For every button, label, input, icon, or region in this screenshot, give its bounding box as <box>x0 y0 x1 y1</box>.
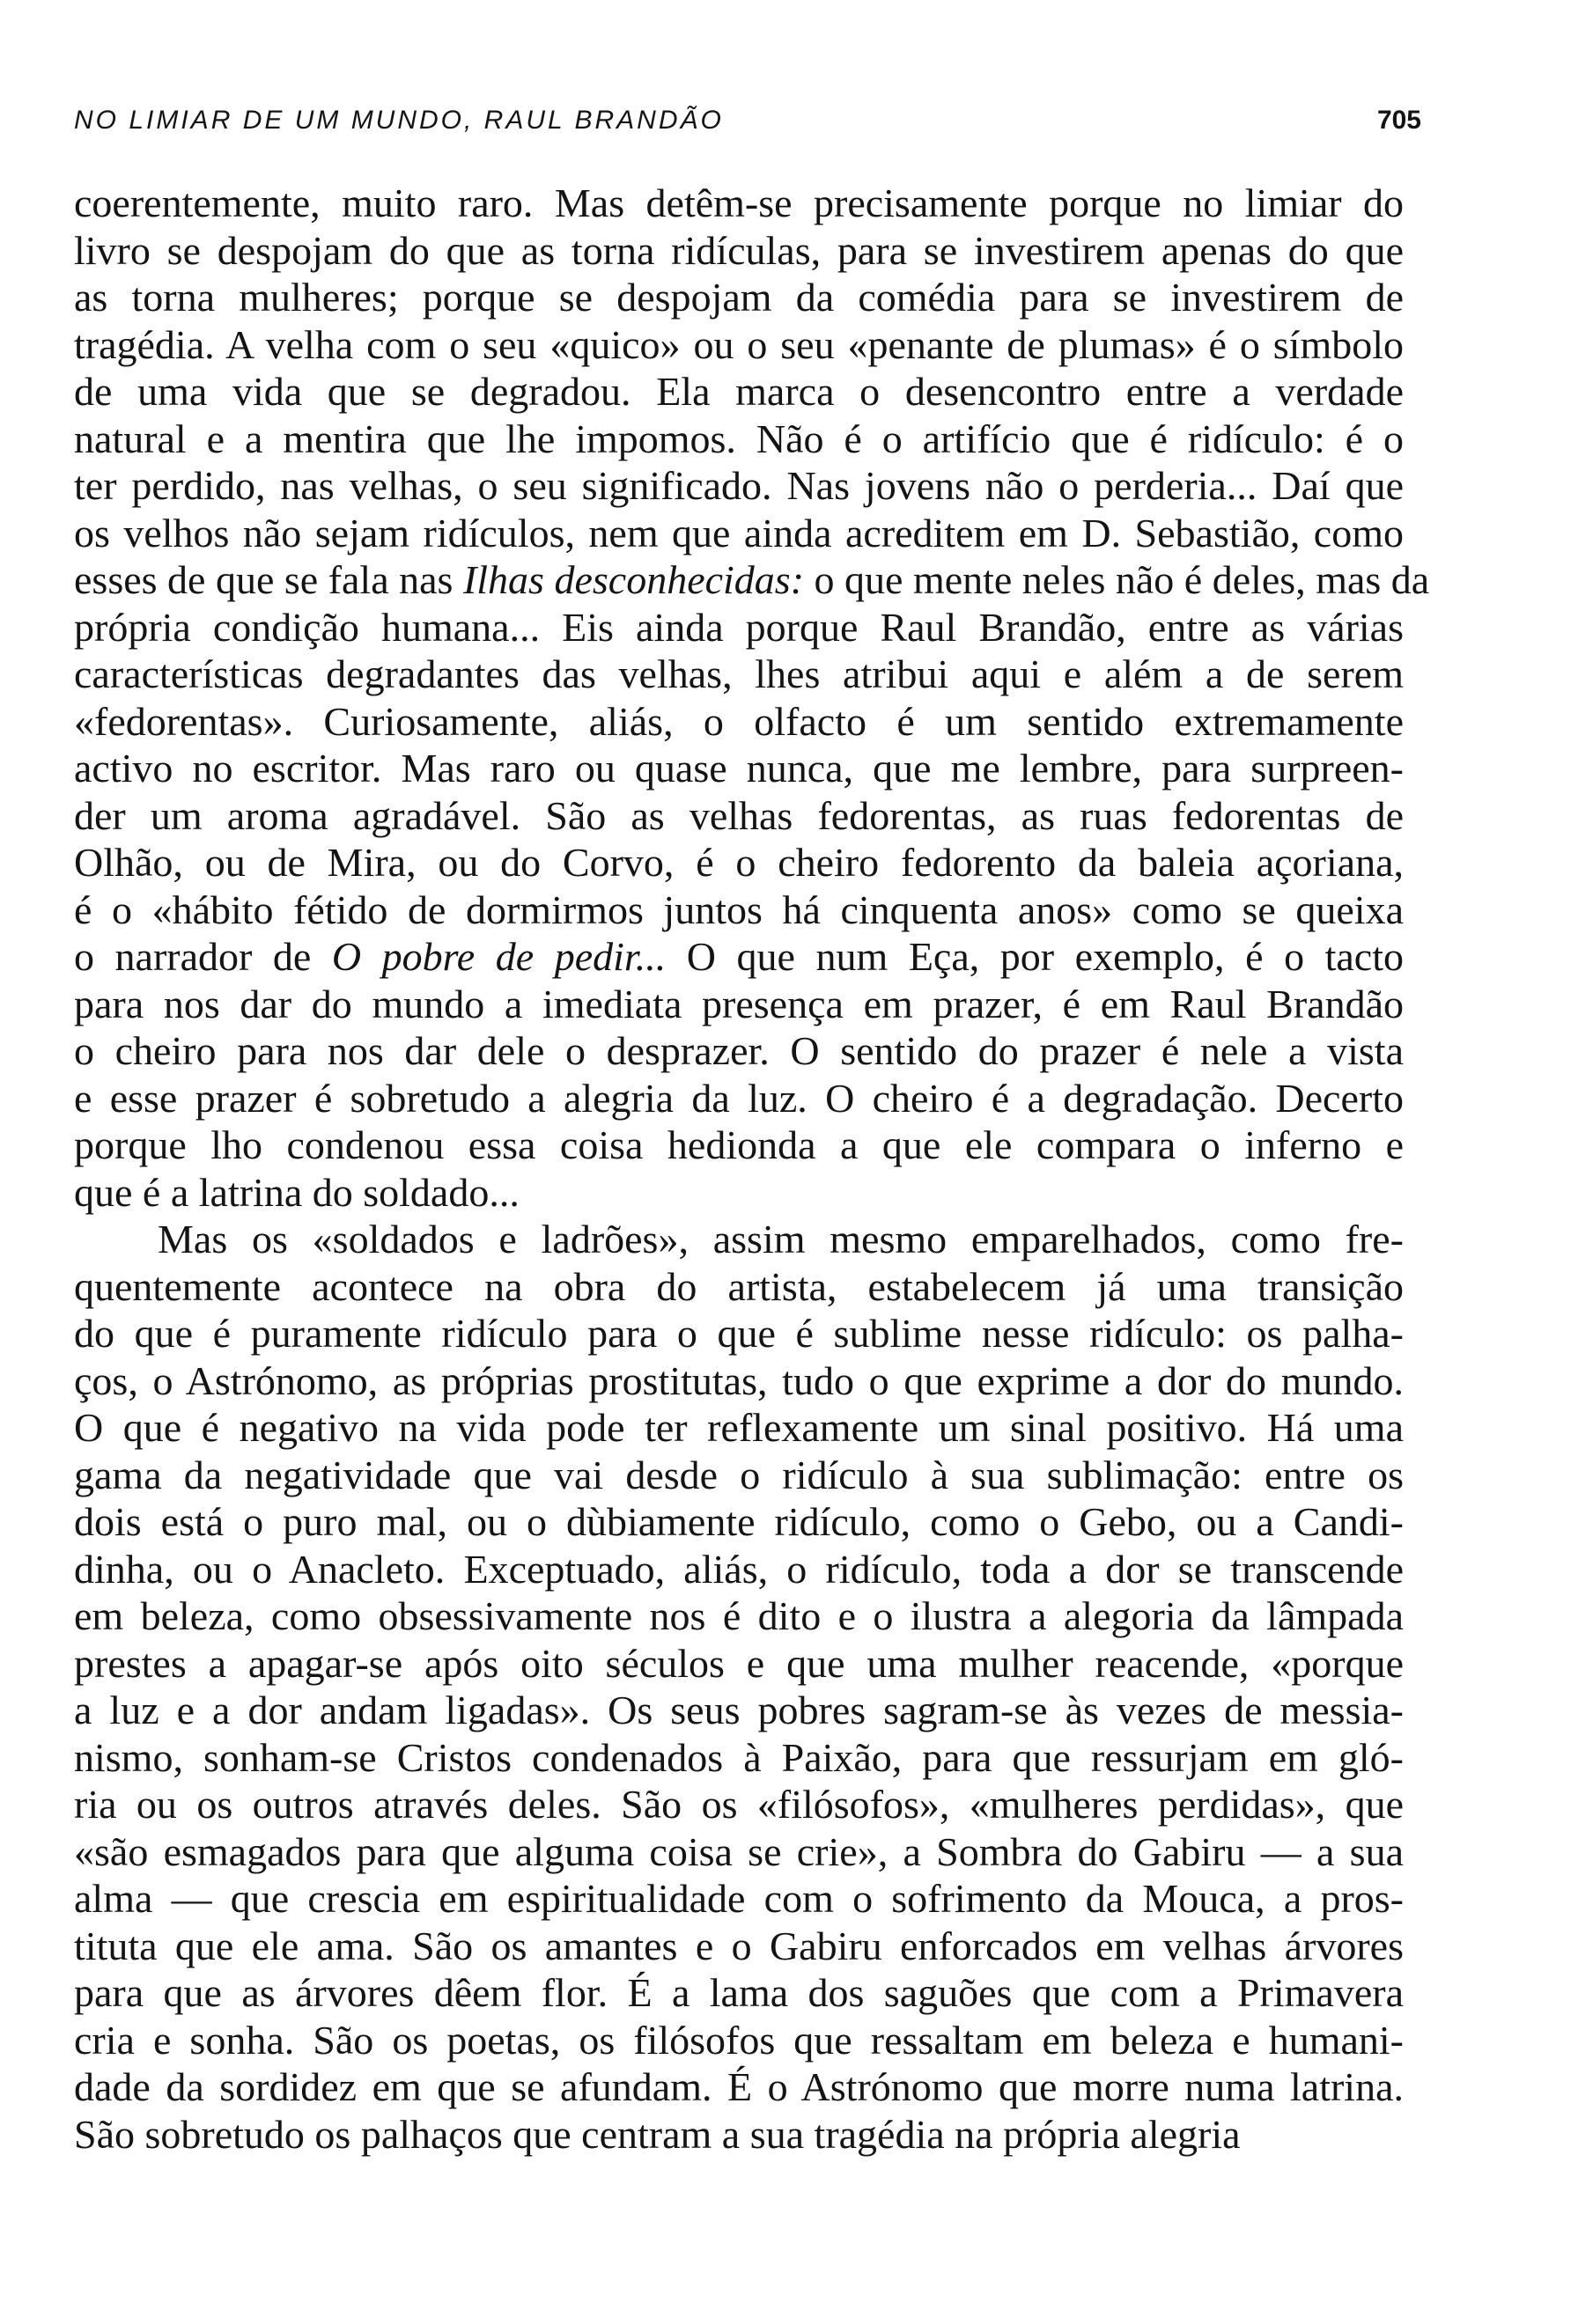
page-number: 705 <box>1376 106 1421 135</box>
text-line: do que é puramente ridículo para o que é sublime nesse ridículo: os palha- <box>74 1311 1404 1356</box>
text-line: prestes a apagar-se após oito séculos e que uma mulher reacende, «porque <box>74 1640 1404 1686</box>
text-line: São sobretudo os palhaços que centram a sua tragédia na própria alegria <box>74 2111 1241 2157</box>
text-line: O que é negativo na vida pode ter reflexamente um sinal positivo. Há uma <box>74 1405 1404 1450</box>
text-line: porque lho condenou essa coisa hedionda a que ele compara o inferno e <box>74 1122 1404 1167</box>
paragraph <box>74 180 1430 1216</box>
text-line: e esse prazer é sobretudo a alegria da luz. O cheiro é a degradação. Decerto <box>74 1075 1404 1121</box>
text-line: «fedorentas». Curiosamente, aliás, o olfacto é um sentido extremamente <box>74 698 1404 744</box>
text-line: nismo, sonham-se Cristos condenados à Paixão, para que ressurjam em gló- <box>74 1734 1404 1780</box>
text-line: livro se despojam do que as torna ridículas, para se investirem apenas do que <box>74 227 1404 273</box>
running-header <box>74 106 1421 167</box>
body-text <box>74 180 1430 2158</box>
text-line: em beleza, como obsessivamente nos é dito e o ilustra a alegoria da lâmpada <box>74 1593 1404 1638</box>
text-line: dade da sordidez em que se afundam. É o Astrónomo que morre numa latrina. <box>74 2064 1404 2109</box>
text-line: ços, o Astrónomo, as próprias prostitutas, tudo o que exprime a dor do mundo. <box>74 1357 1404 1403</box>
text-line: ria ou os outros através deles. São os «filósofos», «mulheres perdidas», que <box>74 1782 1404 1827</box>
text-line: «são esmagados para que alguma coisa se crie», a Sombra do Gabiru — a sua <box>74 1828 1404 1874</box>
running-title: NO LIMIAR DE UM MUNDO, RAUL BRANDÃO <box>74 106 724 135</box>
text-line: esses de que se fala nas Ilhas desconhecidas: o que mente neles não é deles, mas da <box>74 557 1430 602</box>
text-line: Mas os «soldados e ladrões», assim mesmo emparelhados, como fre- <box>158 1217 1404 1261</box>
text-line: Olhão, ou de Mira, ou do Corvo, é o cheiro fedorento da baleia açoriana, <box>74 840 1404 885</box>
text-line: é o «hábito fétido de dormirmos juntos há cinquenta anos» como se queixa <box>74 886 1404 932</box>
italic-title: Ilhas desconhecidas: <box>462 557 805 602</box>
text-line: de uma vida que se degradou. Ela marca o desencontro entre a verdade <box>74 369 1404 414</box>
text-line: natural e a mentira que lhe impomos. Não é o artifício que é ridículo: é o <box>74 416 1404 461</box>
text-line: que é a latrina do soldado... <box>74 1169 520 1215</box>
text-line: tragédia. A velha com o seu «quico» ou o seu «penante de plumas» é o símbolo <box>74 321 1404 367</box>
text-line: o narrador de O pobre de pedir... O que num Eça, por exemplo, é o tacto <box>74 934 1405 979</box>
paragraph <box>74 1216 1404 2158</box>
text-line: activo no escritor. Mas raro ou quase nunca, que me lembre, para surpreen- <box>74 746 1404 791</box>
text-line: der um aroma agradável. São as velhas fedorentas, as ruas fedorentas de <box>74 792 1404 838</box>
text-line: tituta que ele ama. São os amantes e o Gabiru enforcados em velhas árvores <box>74 1923 1404 1968</box>
text-line: ter perdido, nas velhas, o seu significado. Nas jovens não o perderia... Daí que <box>74 463 1404 508</box>
text-line: para que as árvores dêem flor. É a lama dos saguões que com a Primavera <box>74 1970 1404 2015</box>
text-line: características degradantes das velhas, lhes atribui aqui e além a de serem <box>74 651 1404 696</box>
italic-title: O pobre de pedir... <box>331 934 667 979</box>
text-line: dois está o puro mal, ou o dùbiamente ridículo, como o Gebo, ou a Candi- <box>74 1499 1404 1544</box>
text-line: o cheiro para nos dar dele o desprazer. O sentido do prazer é nele a vista <box>74 1028 1404 1073</box>
text-line: a luz e a dor andam ligadas». Os seus pobres sagram-se às vezes de messia- <box>74 1688 1404 1732</box>
text-line: dinha, ou o Anacleto. Exceptuado, aliás, o ridículo, toda a dor se transcende <box>74 1546 1404 1592</box>
text-line: os velhos não sejam ridículos, nem que ainda acreditem em D. Sebastião, como <box>74 510 1404 555</box>
document-page <box>74 106 1430 2254</box>
text-line: cria e sonha. São os poetas, os filósofos que ressaltam em beleza e humani- <box>74 2017 1404 2063</box>
text-line: própria condição humana... Eis ainda porque Raul Brandão, entre as várias <box>74 604 1404 650</box>
text-line: coerentemente, muito raro. Mas detêm-se precisamente porque no limiar do <box>74 180 1404 225</box>
text-line: as torna mulheres; porque se despojam da comédia para se investirem de <box>74 275 1404 320</box>
text-line: gama da negatividade que vai desde o ridículo à sua sublimação: entre os <box>74 1452 1404 1497</box>
text-line: quentemente acontece na obra do artista, estabelecem já uma transição <box>74 1263 1404 1309</box>
text-line: para nos dar do mundo a imediata presença em prazer, é em Raul Brandão <box>74 981 1404 1026</box>
text-line: alma — que crescia em espiritualidade com o sofrimento da Mouca, a pros- <box>74 1876 1404 1921</box>
